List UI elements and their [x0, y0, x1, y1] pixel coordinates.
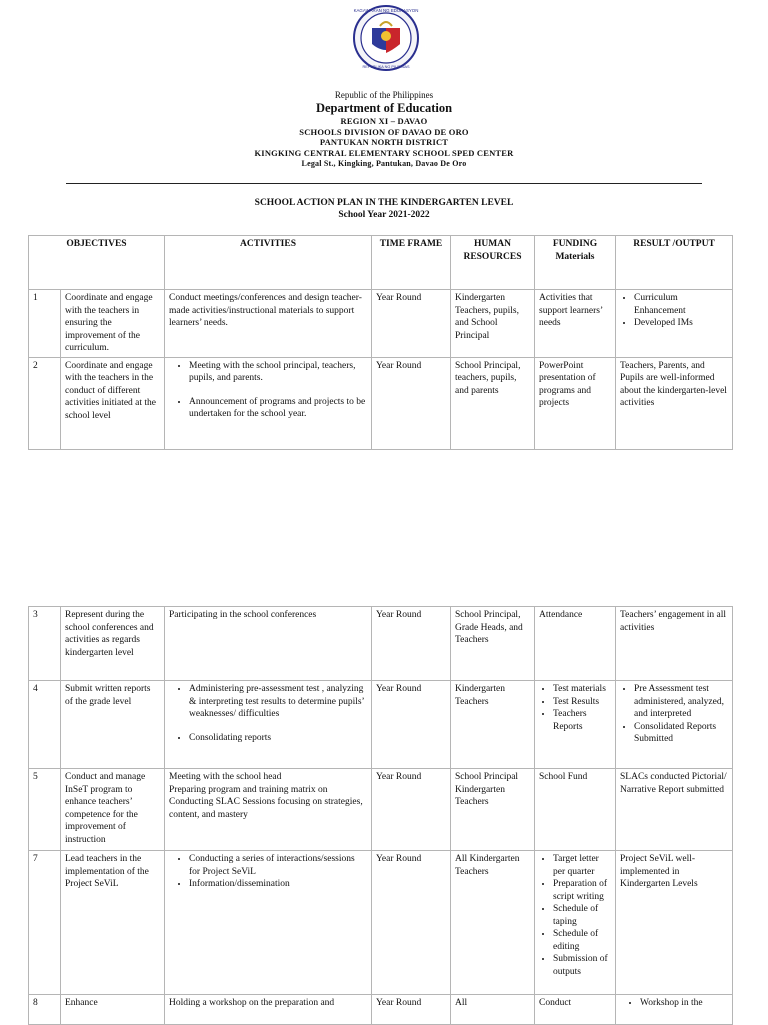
row-objective: Enhance: [61, 995, 165, 1025]
row-time-frame: Year Round: [372, 357, 451, 449]
row-funding: Conduct: [535, 995, 616, 1025]
col-result: RESULT /OUTPUT: [616, 236, 733, 290]
list-item: • Developed IMs: [634, 317, 728, 330]
row-objective: Represent during the school conferences and activities as regards kindergarten level: [61, 607, 165, 681]
list-item: • Test Results: [553, 696, 611, 709]
table-row: [29, 607, 733, 681]
row-funding: [535, 851, 616, 995]
row-funding: PowerPoint presentation of programs and projects: [535, 357, 616, 449]
row-result: Teachers, Parents, and Pupils are well-informed about the kindergarten-level activities: [616, 357, 733, 449]
seal-text-bottom: REPUBLIKA NG PILIPINAS: [362, 65, 410, 69]
row-funding: Activities that support learners’ needs: [535, 290, 616, 358]
action-plan-table-page1: [28, 235, 733, 450]
school-line: KINGKING CENTRAL ELEMENTARY SCHOOL SPED CENTER: [254, 148, 514, 158]
list-item: • Schedule of taping: [553, 903, 611, 928]
row-activities: Participating in the school conferences: [165, 607, 372, 681]
row-human-resources: Kindergarten Teachers, pupils, and School Principal: [451, 290, 535, 358]
row-time-frame: Year Round: [372, 995, 451, 1025]
school-year: School Year 2021-2022: [338, 210, 430, 220]
row-result: [616, 995, 733, 1025]
row-funding: [535, 681, 616, 769]
row-number: 2: [29, 357, 61, 449]
row-human-resources: All Kindergarten Teachers: [451, 851, 535, 995]
table-row: [29, 357, 733, 449]
row-result: [616, 290, 733, 358]
row-number: 3: [29, 607, 61, 681]
list-item: • Schedule of editing: [553, 928, 611, 953]
department-line: Department of Education: [315, 101, 453, 115]
col-objectives: OBJECTIVES: [29, 236, 165, 290]
col-funding: FUNDING Materials: [535, 236, 616, 290]
row-time-frame: Year Round: [372, 851, 451, 995]
row-objective: Coordinate and engage with the teachers in the conduct of different activities initiated at the school level: [61, 357, 165, 449]
row-result: Teachers’ engagement in all activities: [616, 607, 733, 681]
list-item: • Information/dissemination: [189, 878, 367, 891]
row-number: 7: [29, 851, 61, 995]
row-funding: School Fund: [535, 769, 616, 851]
row-activities: [165, 357, 372, 449]
row-human-resources: School Principal, Grade Heads, and Teachers: [451, 607, 535, 681]
list-item: • Consolidated Reports Submitted: [634, 721, 728, 746]
row-number: 1: [29, 290, 61, 358]
row-activities: Conduct meetings/conferences and design teacher-made activities/instructional materials to support learners’ needs.: [165, 290, 372, 358]
table-row: [29, 290, 733, 358]
deped-seal-logo: [350, 4, 422, 88]
row-number: 5: [29, 769, 61, 851]
list-item: • Conducting a series of interactions/sessions for Project SeViL: [189, 853, 367, 878]
list-item: • Preparation of script writing: [553, 878, 611, 903]
list-item: • Test materials: [553, 683, 611, 696]
list-item: • Meeting with the school principal, teachers, pupils, and parents.: [189, 360, 367, 385]
table-header-row: [29, 236, 733, 290]
division-line: SCHOOLS DIVISION OF DAVAO DE ORO: [299, 127, 469, 137]
list-item: • Pre Assessment test administered, analyzed, and interpreted: [634, 683, 728, 721]
row-result: Project SeViL well-implemented in Kindergarten Levels: [616, 851, 733, 995]
row-result: [616, 681, 733, 769]
row-human-resources: School Principal, teachers, pupils, and parents: [451, 357, 535, 449]
list-item: • Announcement of programs and projects to be undertaken for the school year.: [189, 396, 367, 421]
row-objective: Conduct and manage InSeT program to enhance teachers’ competence for the improvement of instruction: [61, 769, 165, 851]
header-divider: [66, 183, 702, 184]
district-line: PANTUKAN NORTH DISTRICT: [319, 137, 449, 147]
row-objective: Submit written reports of the grade level: [61, 681, 165, 769]
row-number: 4: [29, 681, 61, 769]
table-row: [29, 681, 733, 769]
row-objective: Coordinate and engage with the teachers in ensuring the improvement of the curriculum.: [61, 290, 165, 358]
row-funding: Attendance: [535, 607, 616, 681]
row-objective: Lead teachers in the implementation of the Project SeViL: [61, 851, 165, 995]
list-item: • Teachers Reports: [553, 708, 611, 733]
list-item: • Workshop in the: [640, 997, 728, 1010]
address-line: Legal St., Kingking, Pantukan, Davao De Oro: [301, 159, 467, 168]
col-time-frame: TIME FRAME: [372, 236, 451, 290]
row-human-resources: All: [451, 995, 535, 1025]
table-row: [29, 769, 733, 851]
row-time-frame: Year Round: [372, 607, 451, 681]
republic-line: Republic of the Philippines: [334, 90, 434, 100]
row-human-resources: Kindergarten Teachers: [451, 681, 535, 769]
plan-title: SCHOOL ACTION PLAN IN THE KINDERGARTEN LEVEL: [254, 198, 514, 208]
row-time-frame: Year Round: [372, 681, 451, 769]
row-time-frame: Year Round: [372, 290, 451, 358]
region-line: REGION XI – DAVAO: [340, 116, 428, 126]
row-activities: [165, 851, 372, 995]
list-item: • Administering pre-assessment test , analyzing & interpreting test results to determine pupils’ weaknesses/ difficulties: [189, 683, 367, 721]
col-human-resources: HUMAN RESOURCES: [451, 236, 535, 290]
table-row: [29, 851, 733, 995]
action-plan-table-page2: [28, 606, 733, 1025]
col-activities: ACTIVITIES: [165, 236, 372, 290]
row-activities: Meeting with the school head Preparing program and training matrix on Conducting SLAC Sessions focusing on strategies, content, and mastery: [165, 769, 372, 851]
list-item: • Target letter per quarter: [553, 853, 611, 878]
row-human-resources: School Principal Kindergarten Teachers: [451, 769, 535, 851]
row-activities: Holding a workshop on the preparation and: [165, 995, 372, 1025]
row-result: SLACs conducted Pictorial/ Narrative Report submitted: [616, 769, 733, 851]
row-activities: [165, 681, 372, 769]
table-row: [29, 995, 733, 1025]
seal-text-top: KAGAWARAN NG EDUKASYON: [353, 8, 419, 13]
row-number: 8: [29, 995, 61, 1025]
row-time-frame: Year Round: [372, 769, 451, 851]
list-item: • Submission of outputs: [553, 953, 611, 978]
list-item: • Consolidating reports: [189, 732, 367, 745]
list-item: • Curriculum Enhancement: [634, 292, 728, 317]
